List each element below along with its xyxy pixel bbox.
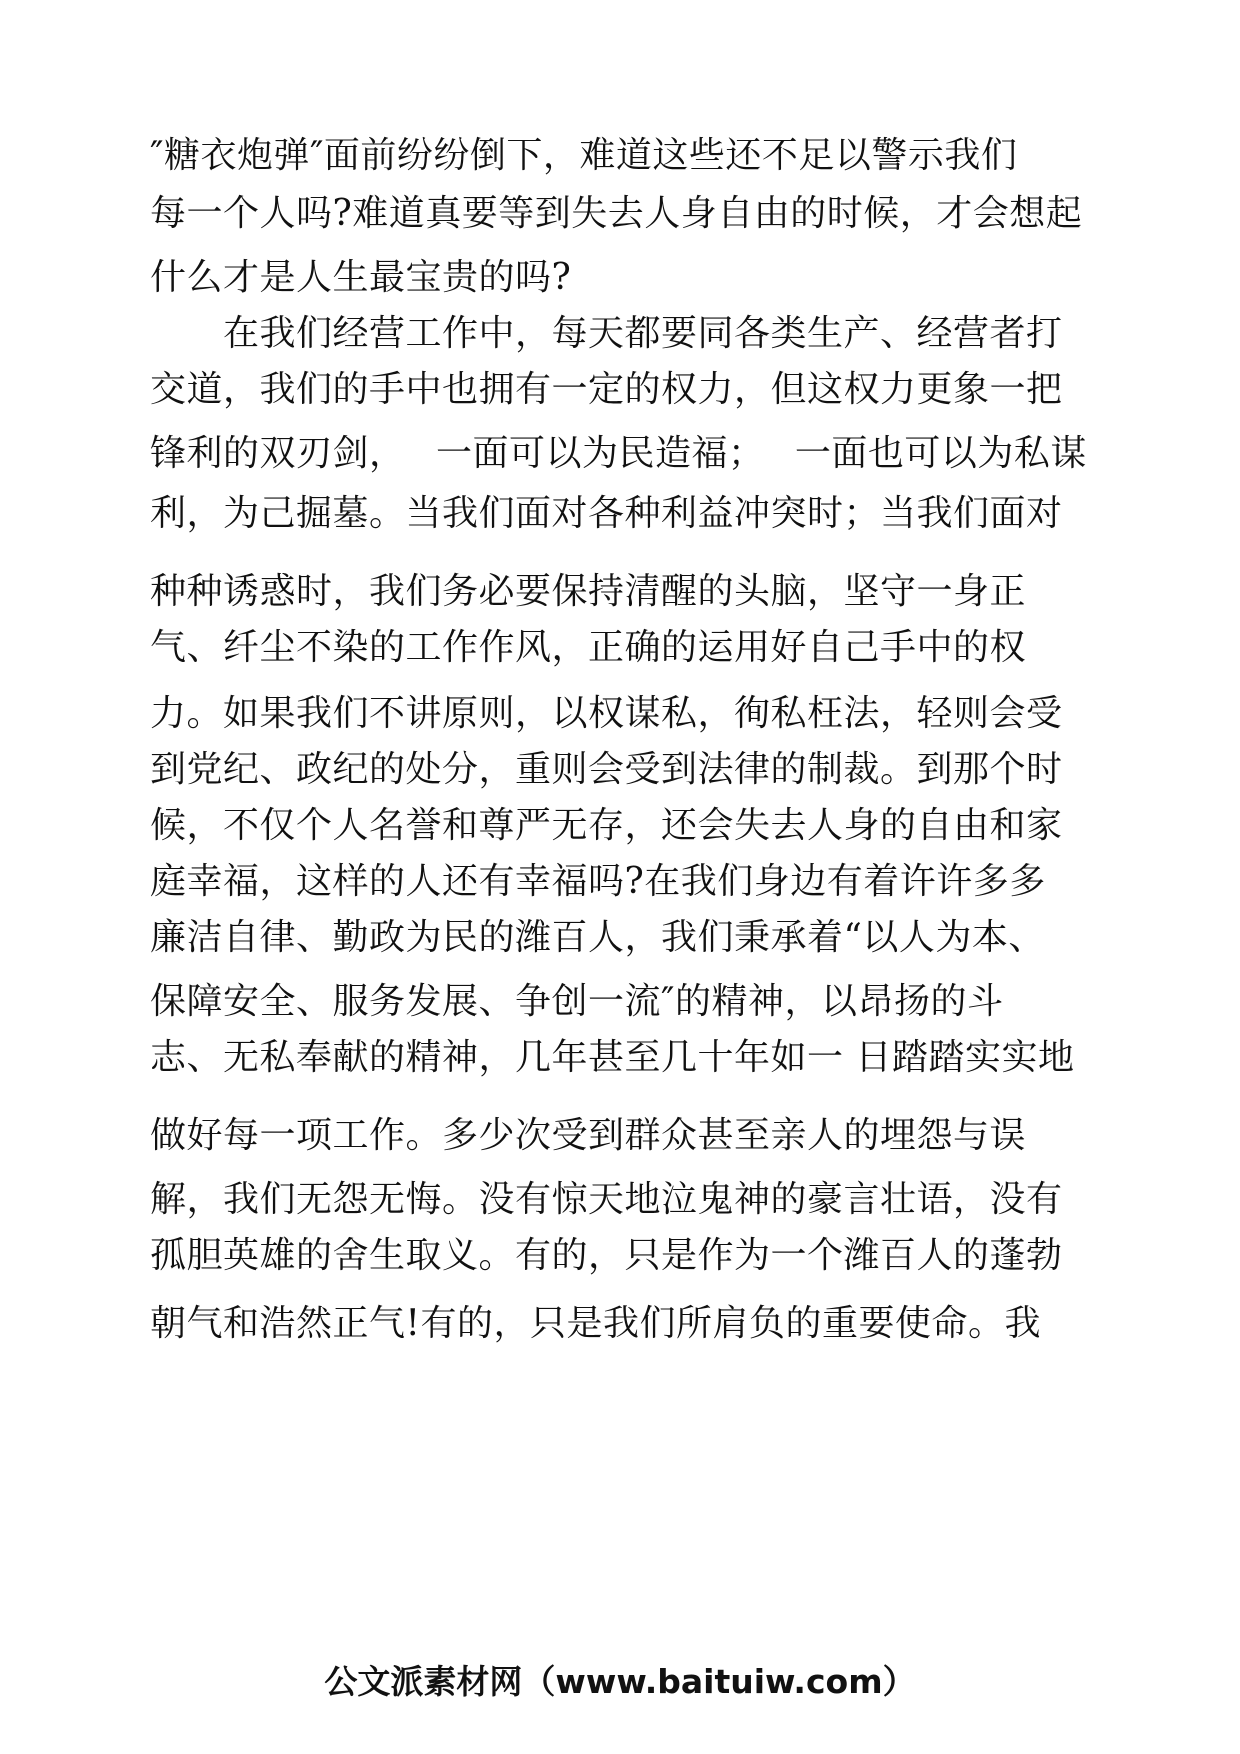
- text-line: 锋利的双刃剑， 一面可以为民造福； 一面也可以为私谋: [150, 433, 1087, 474]
- text-line: 保障安全、服务发展、争创一流″的精神，以昂扬的斗: [150, 981, 1004, 1022]
- text-line: 志、无私奉献的精神，几年甚至几十年如一 日踏踏实实地: [150, 1037, 1075, 1078]
- text-line: 种种诱惑时，我们务必要保持清醒的头脑，坚守一身正: [150, 571, 1027, 612]
- text-line: 庭幸福，这样的人还有幸福吗?在我们身边有着许许多多: [150, 861, 1046, 902]
- text-line: 气、纤尘不染的工作作风，正确的运用好自己手中的权: [150, 627, 1027, 668]
- text-line: 朝气和浩然正气!有的，只是我们所肩负的重要使命。我: [150, 1303, 1041, 1344]
- footer-source-text: 公文派素材网（www.baituiw.com）: [324, 1662, 916, 1701]
- text-line: 每一个人吗?难道真要等到失去人身自由的时候，才会想起: [150, 193, 1083, 234]
- text-line: 什么才是人生最宝贵的吗?: [150, 257, 572, 298]
- text-line: 廉洁自律、勤政为民的潍百人，我们秉承着“以人为本、: [150, 917, 1045, 958]
- text-line: 利，为己掘墓。当我们面对各种利益冲突时；当我们面对: [150, 493, 1063, 534]
- text-line: 在我们经营工作中，每天都要同各类生产、经营者打: [150, 313, 1063, 354]
- text-line: 到党纪、政纪的处分，重则会受到法律的制裁。到那个时: [150, 749, 1063, 790]
- text-line: 做好每一项工作。多少次受到群众甚至亲人的埋怨与误: [150, 1115, 1027, 1156]
- text-line: 力。如果我们不讲原则，以权谋私，徇私枉法，轻则会受: [150, 693, 1063, 734]
- text-line: 候，不仅个人名誉和尊严无存，还会失去人身的自由和家: [150, 805, 1063, 846]
- text-line: 孤胆英雄的舍生取义。有的，只是作为一个潍百人的蓬勃: [150, 1235, 1063, 1276]
- text-line: 交道，我们的手中也拥有一定的权力，但这权力更象一把: [150, 369, 1063, 410]
- text-line: ″糖衣炮弹″面前纷纷倒下，难道这些还不足以警示我们: [150, 135, 1018, 176]
- text-line: 解，我们无怨无悔。没有惊天地泣鬼神的豪言壮语，没有: [150, 1179, 1063, 1220]
